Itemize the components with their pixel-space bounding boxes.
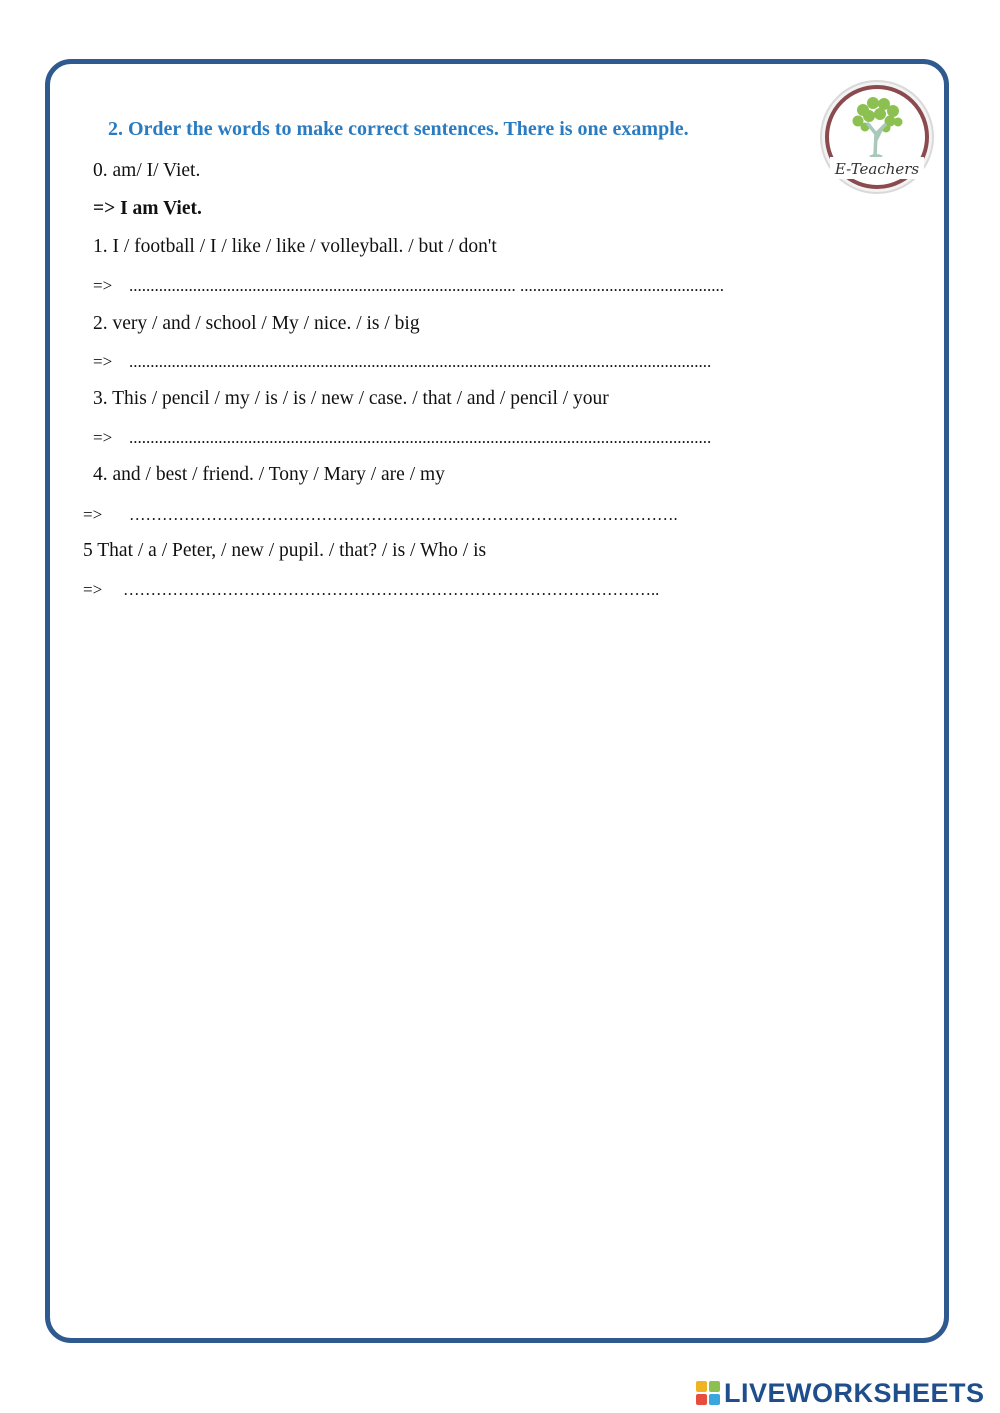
item-3-dots: ......................................................................................................................................... [129,428,712,447]
item-5-dots: …………………………………………………………………………………….. [123,580,660,599]
item-1-prompt: 1. I / football / I / like / like / volleyball. / but / don't [93,236,497,257]
item-3-answer-line[interactable] [93,428,893,450]
item-4-arrow: => [83,505,103,524]
exercise-title: 2. Order the words to make correct sentences. There is one example. [108,118,689,140]
item-5-answer-line[interactable] [83,580,883,602]
item-2-prompt: 2. very / and / school / My / nice. / is / big [93,313,420,334]
liveworksheets-brand [696,1378,985,1408]
item-2-dots: ......................................................................................................................................... [129,352,712,371]
example-prompt: 0. am/ I/ Viet. [93,160,201,181]
item-3-prompt: 3. This / pencil / my / is / is / new / case. / that / and / pencil / your [93,388,609,409]
brand-text: LIVEWORKSHEETS [724,1377,985,1408]
item-2-arrow: => [93,352,113,371]
item-1-answer-line[interactable] [93,276,893,298]
item-3-arrow: => [93,428,113,447]
item-4-prompt: 4. and / best / friend. / Tony / Mary / are / my [93,464,445,485]
item-4-dots: ………………………………………………………………………………………. [129,505,678,524]
item-2-answer-line[interactable] [93,352,893,374]
item-1-arrow: => [93,276,113,295]
liveworksheets-icon [696,1381,720,1405]
item-4-answer-line[interactable] [83,505,883,527]
example-answer: => I am Viet. [93,198,202,219]
item-5-arrow: => [83,580,103,599]
e-teachers-logo [818,78,936,196]
logo-text: E-Teachers [834,160,920,178]
item-5-prompt: 5 That / a / Peter, / new / pupil. / that? / is / Who / is [83,540,487,561]
item-1-dots: ........................................................................................... ................................................ [129,276,724,295]
